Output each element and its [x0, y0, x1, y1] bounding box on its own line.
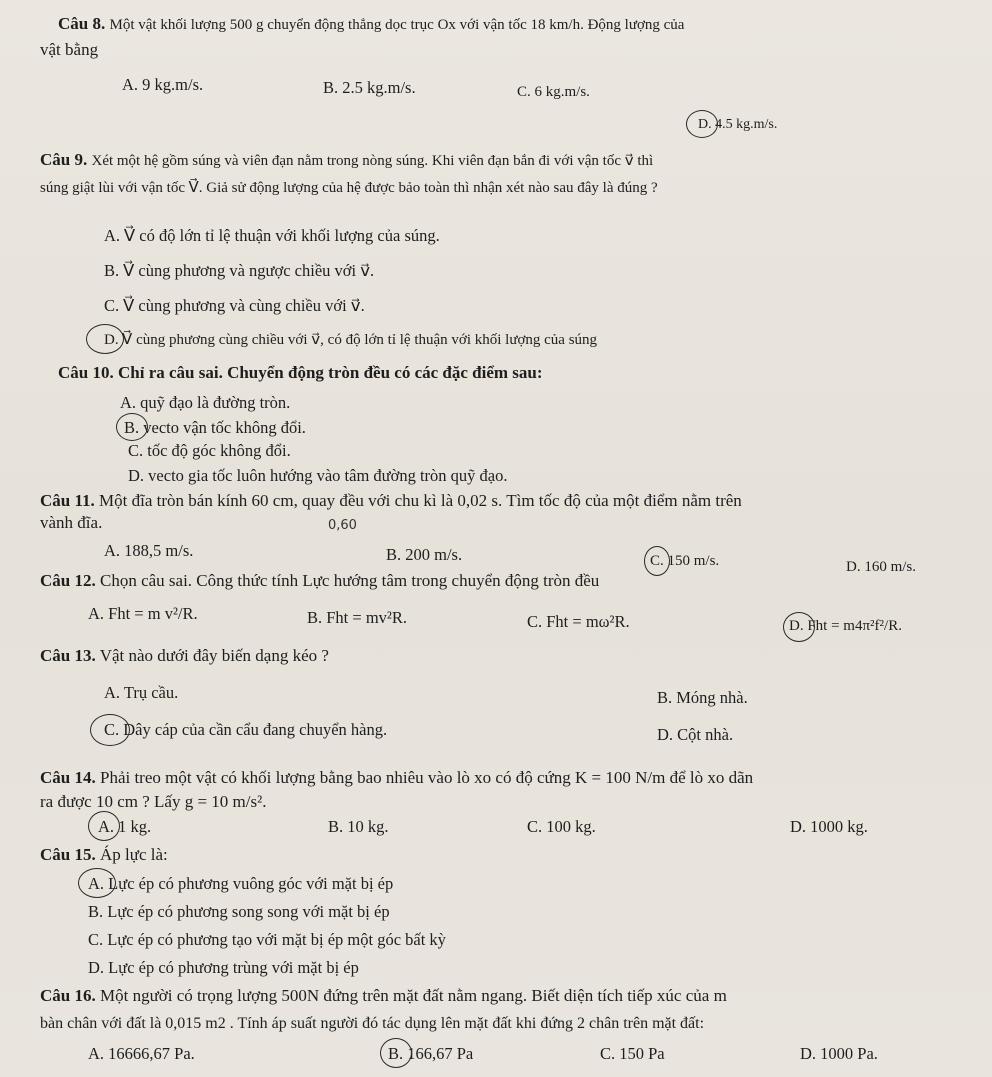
question-13-option-a: A. Trụ cầu. — [104, 683, 179, 702]
question-8-option-a: A. 9 kg.m/s. — [122, 75, 204, 94]
question-15-option-a: A. Lực ép có phương vuông góc với mặt bị ép — [88, 874, 394, 893]
question-14-line-1 — [40, 768, 753, 788]
question-15-text-1: Áp lực là: — [99, 845, 168, 864]
question-16-text-1: Một người có trọng lượng 500N đứng trên mặt đất nằm ngang. Biết diện tích tiếp xúc của m — [99, 986, 727, 1005]
question-9-text-1: Xét một hệ gồm súng và viên đạn nằm trong nòng súng. Khi viên đạn bắn đi với vận tốc v⃗ thì — [91, 153, 654, 169]
question-16-label: Câu 16. — [40, 986, 96, 1005]
question-12-text-1: Chọn câu sai. Công thức tính Lực hướng tâm trong chuyển động tròn đều — [99, 571, 600, 590]
question-14-option-d: D. 1000 kg. — [790, 817, 868, 836]
question-9-option-b: B. V⃗ cùng phương và ngược chiều với v⃗. — [104, 261, 375, 280]
question-16-option-c: C. 150 Pa — [600, 1044, 665, 1063]
question-11-line-1 — [40, 491, 742, 511]
question-8-text-2: vật bằng — [40, 40, 99, 59]
question-15-option-c: C. Lực ép có phương tạo với mặt bị ép một góc bất kỳ — [88, 930, 446, 949]
question-13-line-1 — [40, 646, 329, 666]
question-10-text-1: Chỉ ra câu sai. Chuyển động tròn đều có các đặc điểm sau: — [117, 363, 543, 382]
question-13-option-c: C. Dây cáp của cần cẩu đang chuyển hàng. — [104, 720, 388, 739]
question-10-line-1 — [58, 363, 543, 383]
question-8-label: Câu 8. — [58, 14, 106, 33]
question-15-label: Câu 15. — [40, 845, 96, 864]
handwritten-note-q11: 0,60 — [328, 518, 357, 533]
question-10-option-a: A. quỹ đạo là đường tròn. — [120, 393, 291, 412]
question-12-line-1 — [40, 571, 599, 591]
question-9-line-1 — [40, 150, 653, 171]
question-12-option-d: D. Fht = m4π²f²/R. — [789, 618, 902, 634]
question-10-option-c: C. tốc độ góc không đổi. — [128, 441, 291, 460]
question-8-option-d: D. 4.5 kg.m/s. — [698, 117, 778, 132]
question-10-label: Câu 10. — [58, 363, 114, 382]
question-15-line-1 — [40, 845, 168, 865]
question-11-option-d: D. 160 m/s. — [846, 559, 917, 575]
question-14-option-b: B. 10 kg. — [328, 817, 389, 836]
question-9-label: Câu 9. — [40, 150, 88, 169]
question-9-option-a: A. V⃗ có độ lớn tỉ lệ thuận với khối lượng của súng. — [104, 226, 440, 245]
question-11-text-1: Một đĩa tròn bán kính 60 cm, quay đều với chu kì là 0,02 s. Tìm tốc độ của một điểm nằm trên — [99, 491, 742, 510]
question-11-label: Câu 11. — [40, 491, 95, 510]
question-9-text-2: súng giật lùi với vận tốc V⃗. Giả sử động lượng của hệ được bảo toàn thì nhận xét nào sau đây là đúng ? — [40, 180, 658, 196]
question-15-option-b: B. Lực ép có phương song song với mặt bị ép — [88, 902, 390, 921]
question-11-option-c: C. 150 m/s. — [650, 553, 720, 569]
question-16-option-a: A. 16666,67 Pa. — [88, 1044, 195, 1063]
question-11-option-a: A. 188,5 m/s. — [104, 541, 194, 560]
question-14-text-1: Phải treo một vật có khối lượng bằng bao nhiêu vào lò xo có độ cứng K = 100 N/m để lò xo dãn — [99, 768, 754, 787]
question-8-option-b: B. 2.5 kg.m/s. — [323, 78, 416, 97]
question-13-option-d: D. Cột nhà. — [657, 725, 734, 744]
question-8-text-1: Một vật khối lượng 500 g chuyển động thẳng dọc trục Ox với vận tốc 18 km/h. Động lượng của — [109, 17, 685, 33]
question-9-option-d: D. V⃗ cùng phương cùng chiều với v⃗, có độ lớn tỉ lệ thuận với khối lượng của súng — [104, 332, 598, 348]
question-10-option-b: B. vecto vận tốc không đổi. — [124, 418, 306, 437]
question-14-option-a: A. 1 kg. — [98, 817, 152, 836]
question-16-option-b: B. 166,67 Pa — [388, 1044, 474, 1063]
question-12-option-a: A. Fht = m v²/R. — [88, 604, 198, 623]
question-8-line-1 — [58, 14, 684, 35]
question-14-text-2: ra được 10 cm ? Lấy g = 10 m/s². — [40, 792, 267, 811]
question-13-label: Câu 13. — [40, 646, 96, 665]
question-15-option-d: D. Lực ép có phương trùng với mặt bị ép — [88, 958, 359, 977]
question-13-text-1: Vật nào dưới đây biến dạng kéo ? — [99, 646, 329, 665]
question-10-option-d: D. vecto gia tốc luôn hướng vào tâm đường tròn quỹ đạo. — [128, 466, 508, 485]
question-14-option-c: C. 100 kg. — [527, 817, 596, 836]
question-11-text-2: vành đĩa. — [40, 513, 103, 532]
question-9-option-c: C. V⃗ cùng phương và cùng chiều với v⃗. — [104, 296, 365, 315]
question-16-option-d: D. 1000 Pa. — [800, 1044, 878, 1063]
question-12-option-b: B. Fht = mv²R. — [307, 608, 407, 627]
question-12-option-c: C. Fht = mω²R. — [527, 612, 630, 631]
question-16-line-1 — [40, 986, 727, 1006]
question-11-option-b: B. 200 m/s. — [386, 545, 463, 564]
question-13-option-b: B. Móng nhà. — [657, 688, 748, 707]
question-14-label: Câu 14. — [40, 768, 96, 787]
question-12-label: Câu 12. — [40, 571, 96, 590]
question-8-option-c: C. 6 kg.m/s. — [517, 84, 590, 100]
question-16-text-2: bàn chân với đất là 0,015 m2 . Tính áp suất người đó tác dụng lên mặt đất khi đứng 2 chân trên mặt đất: — [40, 1015, 705, 1032]
